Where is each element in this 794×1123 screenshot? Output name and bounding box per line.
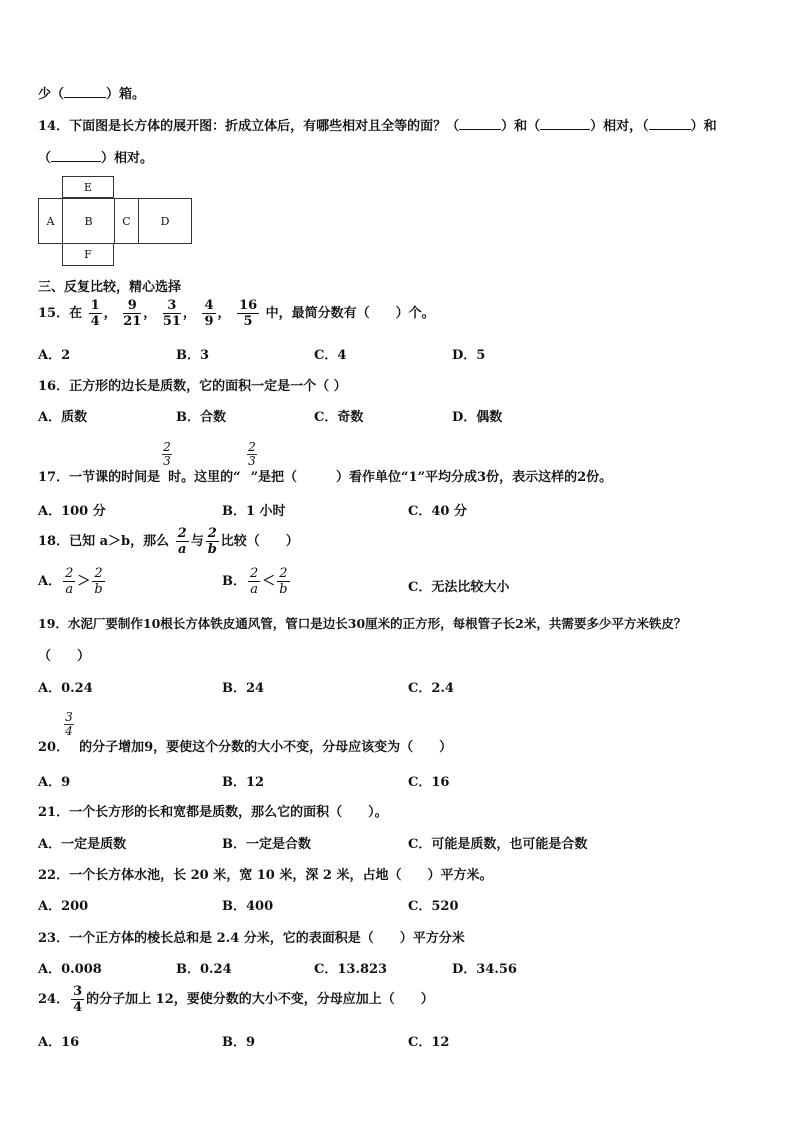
- q19-stem: 19．水泥厂要制作10根长方体铁皮通风管，管口是边长30厘米的正方形，每根管子长2米，共需要多少平方米铁皮？: [38, 616, 687, 631]
- q14-line2-post: ）相对。: [101, 151, 154, 166]
- q20-post: 的分子增加9，要使这个分数的大小不变，分母应该变为（ ）: [79, 740, 453, 755]
- option-b[interactable]: B．一定是合数: [222, 837, 311, 852]
- fraction: $\frac{2}{a}$: [250, 566, 259, 597]
- answer-blank[interactable]: [540, 117, 590, 130]
- fraction: $\frac{2}{b}$: [279, 566, 288, 597]
- answer-blank[interactable]: [51, 149, 101, 162]
- option-b[interactable]: B．合数: [176, 410, 226, 425]
- option-d[interactable]: D．5: [452, 348, 486, 363]
- q14-line2-pre: （: [38, 151, 52, 166]
- fraction: $\frac{1}{4}$: [90, 298, 100, 329]
- q21-stem: 21．一个长方形的长和宽都是质数，那么它的面积（ ）。: [38, 805, 388, 820]
- option-a[interactable]: A．一定是质数: [38, 837, 127, 852]
- fraction: $\frac{16}{5}$: [239, 298, 258, 329]
- net-face-f: F: [62, 243, 114, 266]
- option-b[interactable]: B．400: [222, 899, 274, 914]
- option-b[interactable]: B．9: [222, 1035, 256, 1050]
- option-c[interactable]: C．13.823: [314, 962, 388, 977]
- fraction: $\frac{3}{51}$: [162, 298, 181, 329]
- net-face-b: B: [62, 198, 115, 244]
- q14-text: 14．下面图是长方体的展开图：折成立体后，有哪些相对且全等的面？（: [38, 119, 460, 134]
- net-face-d: D: [138, 198, 192, 244]
- q22-stem: 22．一个长方体水池，长 20 米，宽 10 米，深 2 米，占地（ ）平方米。: [38, 868, 493, 883]
- fraction: $\frac{2}{a}$: [177, 526, 187, 557]
- cuboid-net-diagram: [38, 176, 198, 266]
- option-a[interactable]: A．0.008: [38, 962, 102, 977]
- option-c[interactable]: C．可能是质数，也可能是合数: [408, 837, 588, 852]
- q18-mid: 与: [190, 534, 204, 549]
- option-b[interactable]: B．3: [176, 348, 210, 363]
- option-a[interactable]: A．200: [38, 899, 89, 914]
- option-a[interactable]: A．0.24: [38, 681, 93, 696]
- net-face-c: C: [114, 198, 139, 244]
- option-a[interactable]: A．2: [38, 348, 71, 363]
- q18-pre: 18．已知 a＞b，那么: [38, 534, 170, 549]
- answer-blank[interactable]: [649, 117, 691, 130]
- q24-post: 的分子加上 12，要使分数的大小不变，分母应加上（ ）: [86, 992, 434, 1007]
- answer-blank[interactable]: [459, 117, 501, 130]
- q15-pre: 15．在: [38, 306, 83, 321]
- q17-post: ”是把（ ）看作单位“1”平均分成3份，表示这样的2份。: [250, 470, 613, 485]
- fraction: $\frac{4}{9}$: [204, 298, 214, 329]
- q24-pre: 24．: [38, 992, 70, 1007]
- q13-tail: [38, 83, 145, 102]
- option-a[interactable]: A．质数: [38, 410, 88, 425]
- q17-pre: 17．一节课的时间是: [38, 470, 161, 485]
- q14-line1: [38, 115, 717, 134]
- option-c[interactable]: C．4: [314, 348, 347, 363]
- q20-num: 20．: [38, 740, 70, 755]
- q19-stem-2: （ ）: [38, 649, 91, 664]
- q14-rel1: ）相对，（: [590, 119, 649, 134]
- option-c[interactable]: C．无法比较大小: [408, 580, 510, 595]
- option-c[interactable]: C．16: [408, 775, 450, 790]
- fraction: $\frac{2}{b}$: [94, 566, 103, 597]
- option-c[interactable]: C．12: [408, 1035, 450, 1050]
- option-c[interactable]: C．520: [408, 899, 459, 914]
- q14-and1: ）和（: [501, 119, 541, 134]
- option-c[interactable]: C．40 分: [408, 504, 467, 519]
- option-a[interactable]: A． $\frac{2}{a}$ ＞ $\frac{2}{b}$: [38, 566, 103, 597]
- option-c[interactable]: C．奇数: [314, 410, 364, 425]
- option-b[interactable]: B．0.24: [176, 962, 232, 977]
- option-a[interactable]: A．100 分: [38, 504, 106, 519]
- q17-stem: [38, 466, 612, 485]
- fraction: $\frac{2}{b}$: [207, 526, 217, 557]
- section-title: 三、反复比较，精心选择: [38, 280, 182, 295]
- net-face-e: E: [62, 176, 114, 198]
- fraction: $\frac{2}{a}$: [65, 566, 74, 597]
- q14-line2: [38, 147, 153, 166]
- option-c[interactable]: C．2.4: [408, 681, 454, 696]
- q18-post: 比较（ ）: [220, 534, 299, 549]
- q23-stem: 23．一个正方体的棱长总和是 2.4 分米，它的表面积是（ ）平方分米: [38, 931, 465, 946]
- answer-blank[interactable]: [64, 85, 106, 98]
- option-b[interactable]: B． $\frac{2}{a}$ ＜ $\frac{2}{b}$: [222, 566, 288, 597]
- option-a[interactable]: A．9: [38, 775, 71, 790]
- fraction: $\frac{3}{4}$: [73, 984, 83, 1015]
- option-d[interactable]: D．偶数: [452, 410, 503, 425]
- option-b[interactable]: B．24: [222, 681, 265, 696]
- q20-stem: [38, 736, 452, 755]
- q18-stem: [38, 526, 299, 557]
- q17-mid: 时。这里的“: [168, 470, 241, 485]
- q16-stem: 16．正方形的边长是质数，它的面积一定是一个（ ）: [38, 379, 347, 394]
- option-a[interactable]: A．16: [38, 1035, 80, 1050]
- q15-stem: 15．在 $\frac{1}{4}$ ， $\frac{9}{21}$ ， $\frac{3}{51}$ ， $\frac{4}{9}$ ， $\frac{16}{5}$ 中，最简分数有（ ）个。: [38, 298, 435, 329]
- option-b[interactable]: B．1 小时: [222, 504, 286, 519]
- net-face-a: A: [38, 198, 63, 244]
- fraction: $\frac{9}{21}$: [123, 298, 142, 329]
- q24-stem: [38, 984, 434, 1015]
- option-d[interactable]: D．34.56: [452, 962, 517, 977]
- fraction: $\frac{3}{4}$: [65, 710, 73, 738]
- q14-and2: ）和: [690, 119, 717, 134]
- q15-post: 中，最简分数有（ ）个。: [265, 306, 435, 321]
- q13-post: ）箱。: [106, 87, 146, 102]
- q13-pre: 少（: [38, 87, 65, 102]
- fraction: $\frac{2}{3}$: [163, 440, 171, 468]
- fraction: $\frac{2}{3}$: [248, 440, 256, 468]
- option-b[interactable]: B．12: [222, 775, 265, 790]
